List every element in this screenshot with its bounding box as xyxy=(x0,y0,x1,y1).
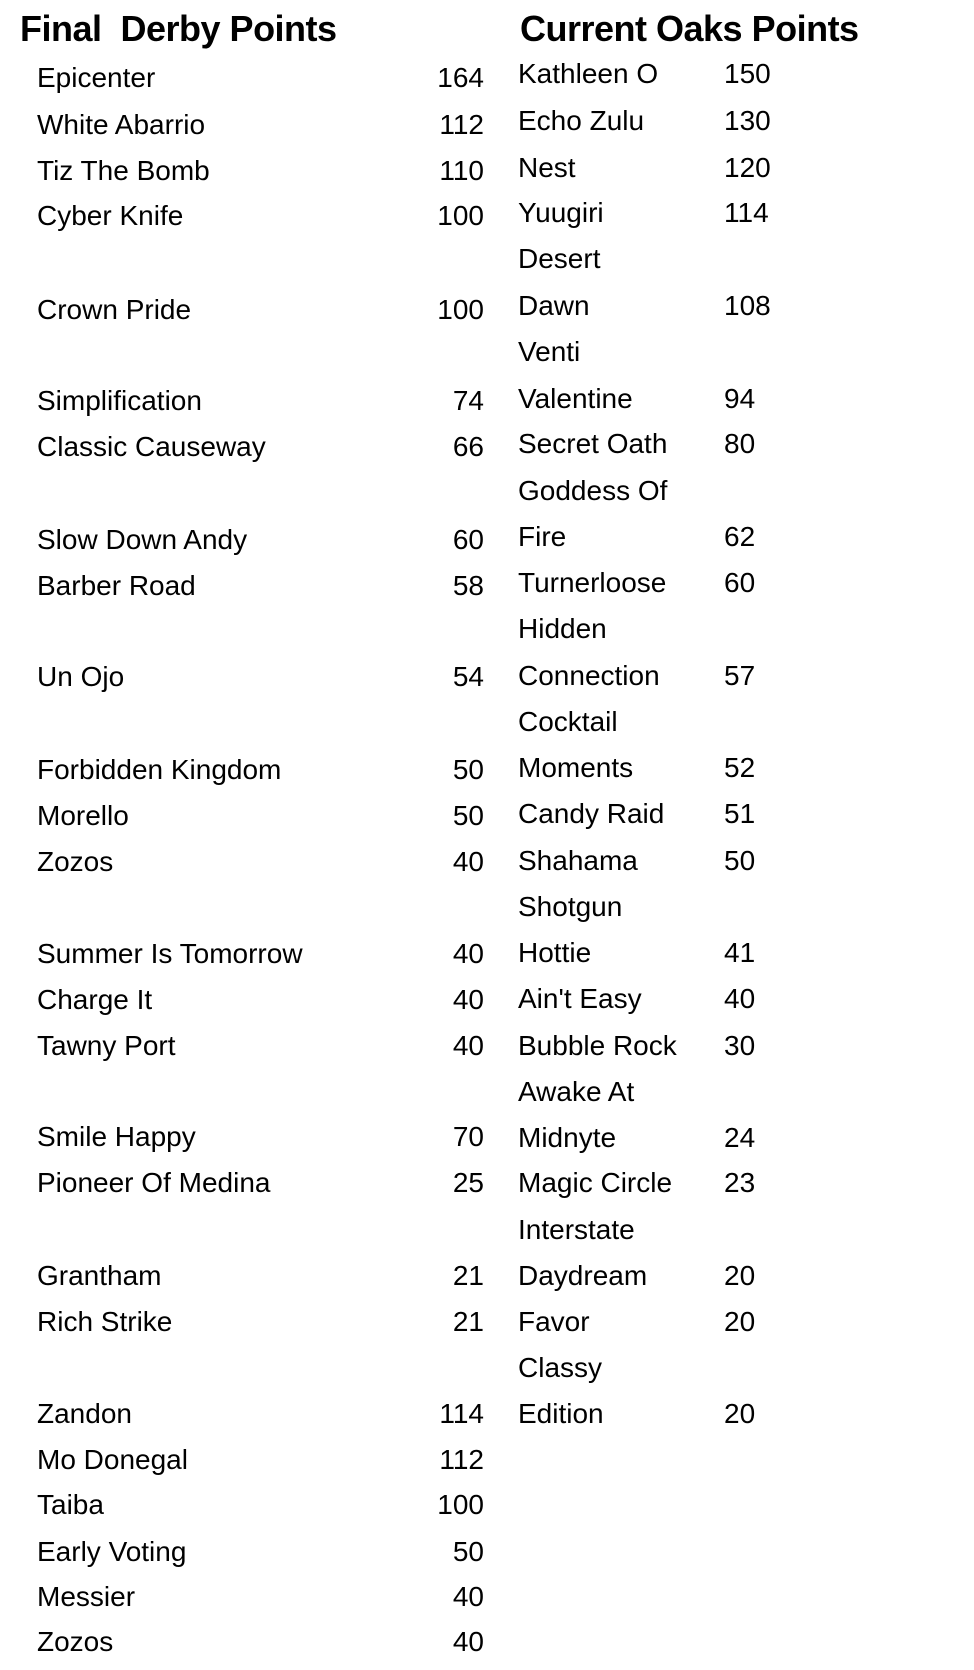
derby-row xyxy=(37,524,484,568)
derby-row xyxy=(37,1398,484,1442)
oaks-horse-points: 20 xyxy=(724,1306,756,1337)
derby-horse-points: 50 xyxy=(452,1536,484,1567)
oaks-horse-points: 50 xyxy=(724,845,756,876)
oaks-horse-name: Turnerloose xyxy=(518,567,667,598)
derby-horse-points: 60 xyxy=(452,524,484,555)
derby-horse-name: Charge It xyxy=(37,984,153,1015)
oaks-horse-name: Favor xyxy=(518,1306,590,1337)
derby-row xyxy=(37,754,484,798)
derby-row xyxy=(37,155,484,199)
oaks-horse-name: Nest xyxy=(518,152,576,183)
oaks-horse-name: Daydream xyxy=(518,1260,648,1291)
oaks-horse-points: 62 xyxy=(724,521,756,552)
derby-horse-name: Cyber Knife xyxy=(37,200,184,231)
derby-horse-name: Tiz The Bomb xyxy=(37,155,210,186)
derby-horse-name: Classic Causeway xyxy=(37,431,266,462)
oaks-horse-points: 130 xyxy=(724,105,771,136)
oaks-horse-name: Candy Raid xyxy=(518,798,665,829)
derby-row xyxy=(37,62,484,106)
oaks-horse-name: Midnyte xyxy=(518,1122,617,1153)
derby-horse-name: Early Voting xyxy=(37,1536,187,1567)
derby-horse-points: 40 xyxy=(452,1626,484,1657)
oaks-horse-name: Shahama xyxy=(518,845,638,876)
oaks-horse-points: 80 xyxy=(724,428,756,459)
derby-horse-points: 114 xyxy=(439,1398,484,1429)
oaks-horse-name: Shotgun xyxy=(518,891,623,922)
derby-row xyxy=(37,294,484,338)
oaks-horse-points: 40 xyxy=(724,983,756,1014)
oaks-horse-points: 20 xyxy=(724,1260,756,1291)
oaks-horse-points: 23 xyxy=(724,1167,756,1198)
oaks-horse-name: Secret Oath xyxy=(518,428,668,459)
derby-row xyxy=(37,661,484,705)
derby-horse-name: Barber Road xyxy=(37,570,196,601)
derby-horse-name: Un Ojo xyxy=(37,661,125,692)
oaks-horse-name: Ain't Easy xyxy=(518,983,642,1014)
derby-row xyxy=(37,1167,484,1211)
derby-horse-name: Slow Down Andy xyxy=(37,524,248,555)
derby-horse-points: 40 xyxy=(452,846,484,877)
derby-horse-name: Zandon xyxy=(37,1398,132,1429)
derby-row xyxy=(37,1121,484,1165)
oaks-horse-points: 57 xyxy=(724,660,756,691)
derby-horse-points: 164 xyxy=(437,62,484,93)
derby-horse-points: 50 xyxy=(452,800,484,831)
derby-horse-points: 50 xyxy=(452,754,484,785)
derby-horse-points: 21 xyxy=(452,1306,484,1337)
derby-horse-name: Mo Donegal xyxy=(37,1444,188,1475)
oaks-horse-name: Awake At xyxy=(518,1076,635,1107)
oaks-horse-name: Desert xyxy=(518,243,601,274)
oaks-horse-name: Hidden xyxy=(518,613,607,644)
oaks-horse-name: Edition xyxy=(518,1398,604,1429)
derby-horse-points: 100 xyxy=(437,200,484,231)
derby-horse-points: 74 xyxy=(452,385,484,416)
derby-row xyxy=(37,1030,484,1074)
derby-horse-name: Simplification xyxy=(37,385,202,416)
oaks-horse-points: 51 xyxy=(724,798,756,829)
derby-row xyxy=(37,200,484,244)
derby-horse-points: 40 xyxy=(452,1581,484,1612)
derby-row xyxy=(37,800,484,844)
derby-horse-name: Pioneer Of Medina xyxy=(37,1167,271,1198)
derby-horse-name: White Abarrio xyxy=(37,109,206,140)
derby-horse-name: Grantham xyxy=(37,1260,162,1291)
oaks-horse-points: 114 xyxy=(724,197,769,228)
oaks-horse-name: Dawn xyxy=(518,290,590,321)
oaks-horse-name: Interstate xyxy=(518,1214,635,1245)
oaks-horse-name: Hottie xyxy=(518,937,592,968)
derby-horse-name: Smile Happy xyxy=(37,1121,196,1152)
derby-horse-points: 58 xyxy=(452,570,484,601)
derby-horse-points: 40 xyxy=(452,984,484,1015)
derby-horse-points: 70 xyxy=(452,1121,484,1152)
derby-row xyxy=(37,938,484,982)
derby-row xyxy=(37,984,484,1028)
derby-horse-name: Zozos xyxy=(37,846,114,877)
oaks-horse-points: 120 xyxy=(724,152,771,183)
oaks-horse-name: Cocktail xyxy=(518,706,618,737)
oaks-horse-name: Kathleen O xyxy=(518,58,659,89)
oaks-horse-name: Yuugiri xyxy=(518,197,604,228)
oaks-horse-points: 24 xyxy=(724,1122,756,1153)
derby-row xyxy=(37,1626,484,1670)
derby-row xyxy=(37,1489,484,1533)
derby-row xyxy=(37,1306,484,1350)
derby-horse-points: 66 xyxy=(452,431,484,462)
oaks-horse-points: 30 xyxy=(724,1030,756,1061)
derby-horse-name: Epicenter xyxy=(37,62,156,93)
derby-horse-name: Taiba xyxy=(37,1489,104,1520)
derby-horse-points: 40 xyxy=(452,1030,484,1061)
oaks-horse-points: 150 xyxy=(724,58,771,89)
oaks-horse-points: 108 xyxy=(724,290,771,321)
derby-horse-name: Tawny Port xyxy=(37,1030,176,1061)
oaks-horse-name: Connection xyxy=(518,660,660,691)
derby-horse-name: Summer Is Tomorrow xyxy=(37,938,303,969)
oaks-horse-points: 20 xyxy=(724,1398,756,1429)
derby-title: Final Derby Points xyxy=(20,8,337,49)
derby-horse-name: Morello xyxy=(37,800,129,831)
oaks-horse-points: 41 xyxy=(724,937,756,968)
oaks-horse-name: Goddess Of xyxy=(518,475,668,506)
oaks-title: Current Oaks Points xyxy=(520,8,859,49)
oaks-horse-name: Fire xyxy=(518,521,567,552)
oaks-horse-name: Classy xyxy=(518,1352,603,1383)
derby-horse-name: Forbidden Kingdom xyxy=(37,754,282,785)
derby-horse-points: 112 xyxy=(439,1444,484,1475)
derby-row xyxy=(37,109,484,153)
derby-horse-points: 40 xyxy=(452,938,484,969)
derby-horse-points: 112 xyxy=(439,109,484,140)
derby-row xyxy=(37,570,484,614)
derby-row xyxy=(37,1536,484,1580)
derby-row xyxy=(37,1260,484,1304)
oaks-horse-name: Moments xyxy=(518,752,634,783)
oaks-horse-name: Magic Circle xyxy=(518,1167,673,1198)
derby-row xyxy=(37,385,484,429)
oaks-horse-points: 60 xyxy=(724,567,756,598)
derby-row xyxy=(37,846,484,890)
oaks-horse-name: Bubble Rock xyxy=(518,1030,677,1061)
derby-horse-name: Rich Strike xyxy=(37,1306,173,1337)
derby-horse-points: 110 xyxy=(439,155,484,186)
derby-horse-points: 21 xyxy=(452,1260,484,1291)
oaks-horse-name: Venti xyxy=(518,336,581,367)
derby-row xyxy=(37,431,484,475)
oaks-horse-points: 94 xyxy=(724,383,756,414)
derby-row xyxy=(37,1444,484,1488)
derby-horse-points: 54 xyxy=(452,661,484,692)
derby-horse-name: Crown Pride xyxy=(37,294,192,325)
oaks-horse-name: Echo Zulu xyxy=(518,105,645,136)
derby-horse-points: 100 xyxy=(437,1489,484,1520)
derby-horse-points: 25 xyxy=(452,1167,484,1198)
derby-horse-name: Zozos xyxy=(37,1626,114,1657)
oaks-horse-name: Valentine xyxy=(518,383,633,414)
derby-horse-name: Messier xyxy=(37,1581,136,1612)
derby-horse-points: 100 xyxy=(437,294,484,325)
derby-row xyxy=(37,1581,484,1625)
oaks-horse-points: 52 xyxy=(724,752,756,783)
